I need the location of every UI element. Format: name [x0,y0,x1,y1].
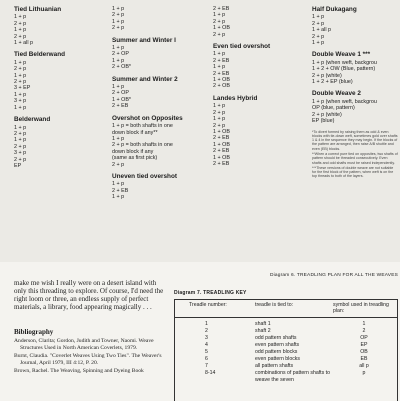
plan-line: 2 + OP [112,51,129,58]
plan-block [213,6,305,38]
cell-treadle: 5 [205,349,208,356]
plan-line: 1 + p [112,135,125,142]
plan-line: 1 + p [112,6,125,12]
bibliography-heading: Bibliography [14,328,54,336]
bibliography-entry: Anderson, Clarita; Gordon, Judith and Towner, Naomi. Weave Structures Used in North American Coverlets, 1979. [14,338,154,351]
table-row [175,356,397,362]
diagram-6-caption: Diagram 6. TREADLING PLAN FOR ALL THE WEAVES [269,273,398,278]
cell-treadle: 8-14 [205,370,216,377]
plan-line: 2 + p [312,20,325,27]
plan-line: 2 + p [14,156,27,163]
cell-symbol: OB [360,349,368,356]
cell-symbol: EB [360,356,368,363]
cell-tied-to: even pattern blocks [255,356,300,363]
plan-block [14,6,106,46]
cell-tied-to: shaft 1 [255,321,271,328]
plan-title: Landes Hybrid [213,94,258,102]
plan-title: Double Weave 1 *** [312,51,371,59]
plan-line: 2 + p (white) [312,72,342,79]
plan-line: 2 + p [112,25,125,32]
plan-line: 1 + 2 + OW (Blue, pattern) [312,66,376,73]
plan-line: 1 + p [14,137,27,144]
plan-title: Even tied overshot [213,43,271,51]
plan-line: 3 + p [14,98,27,105]
plan-line: 2 + EB [213,6,230,12]
plan-line: 1 + p [213,64,226,71]
cell-treadle: 1 [205,321,208,328]
plan-line: 1 + OB* [112,96,132,103]
plan-line: 1 + p [312,14,325,21]
footnote: ***These versions of double weave are not suitable for the first block of the pattern, when weft is on the top threads to both of the layers. [312,165,394,179]
plan-line: EP (blue) [312,118,335,125]
plan-line: 2 + EB [213,148,230,155]
plan-title: Belderwand [14,116,51,124]
plan-line: 2 + p [14,66,27,73]
footnote: *To divert formed by raising them as odd & even blocks with tie-down weft, sometimes gold over shafts 1 & 4 in the sequence they may begin. If the blocks of the pattern are arranged, then raise A/B shuttle and even (EB) blocks. [312,129,398,151]
plan-block [213,95,305,167]
plan-line: 2 + OP [112,90,129,97]
plan-block [312,6,398,46]
body-paragraph [14,279,164,311]
plan-line: 2 + p [14,33,27,40]
plan-line: OP (blue, pattern) [312,105,355,112]
cell-tied-to: odd pattern shafts [255,335,297,342]
plan-line: 2 + EB [213,135,230,142]
plan-block [14,51,106,111]
plan-block [112,76,212,110]
plan-line: 1 + p [14,91,27,98]
plan-line: 2 + OB [213,83,230,90]
table-row [175,370,397,382]
plan-line: 1 + OB [213,128,230,135]
plan-line: 1 + OB [213,25,230,32]
table-row [175,349,397,355]
plan-line: 2 + p [14,130,27,137]
plan-title: Summer and Winter 2 [112,75,178,83]
cell-symbol: p [362,370,366,377]
table-header [175,300,397,318]
plan-line: 2 + p [312,33,325,40]
plan-line: 1 + OB [213,77,230,84]
plan-line: 1 + p [312,40,325,47]
plan-line: 1 + p [14,14,27,21]
plan-block [112,115,212,168]
table-row [175,321,397,327]
plan-line: 3 + p [14,150,27,157]
table-row [175,335,397,341]
diagram-7-caption: Diagram 7. TREADLING KEY [174,290,247,296]
plan-line: 2 + EB [112,187,129,194]
plan-column-1 [14,6,106,174]
cell-tied-to: even pattern shafts [255,342,300,349]
plan-line: 1 + 2 + EP (blue) [312,79,353,86]
plan-line: 1 + p [14,27,27,34]
plan-line: 1 + p [213,103,226,110]
header-treadle: Treadle number: [189,302,227,308]
cell-tied-to: combinations of pattern shafts to weave the seven [255,370,330,383]
header-symbol: symbol used in treadling plan: [333,302,389,315]
plan-line: 1 + OB [213,154,230,161]
cell-tied-to: odd pattern blocks [255,349,298,356]
paragraph-text: make me wish I really were on a desert island with only this threading to explore. Of course, I'd need the right loom or three, an endless supply of perfect materials, a library, food appearing magically . . . [14,279,164,311]
bibliography-entry: Brown, Rachel. The Weaving, Spinning and Dyeing Book [14,368,144,375]
plan-line: 1 + p [14,104,27,111]
plan-line: 2 + p [14,79,27,86]
plan-line: 1 + all p [312,27,332,34]
plan-block [213,43,305,90]
plan-line: 1 + p [14,59,27,66]
plan-line: 2 + p [14,143,27,150]
bibliography-list [14,338,168,377]
plan-line: 1 + p [112,194,125,201]
plan-line: 2 + EB [213,160,230,167]
plan-line: 1 + all p [14,40,34,47]
plan-block [312,51,398,85]
plan-line: 1 + OB [213,141,230,148]
plan-column-2 [112,6,212,206]
plan-line: 2 + EB [213,70,230,77]
plan-title: Double Weave 2 [312,90,361,98]
plan-block [112,173,212,201]
cell-treadle: 6 [205,356,208,363]
cell-symbol: 2 [362,328,366,335]
plan-line: down block if any [112,148,154,155]
plan-line: (same as first pick) [112,155,158,162]
cell-symbol: 1 [362,321,366,328]
plan-line: 1 + p [112,18,125,25]
plan-line: 2 + p [112,12,125,19]
plan-line: 1 + p = both shafts in one [112,123,173,130]
plan-line: 1 + p [213,12,226,19]
plan-block [312,90,398,124]
plan-block [14,116,106,169]
cell-treadle: 3 [205,335,208,342]
plan-line: 2 + p [112,161,125,168]
cell-symbol: OP [360,335,368,342]
plan-line: 1 + p [14,72,27,79]
table-row [175,363,397,369]
plan-block [112,6,212,32]
plan-column-4 [312,6,398,180]
cell-symbol: all p [359,363,369,370]
plan-line: 1 + p (when weft, backgrou [312,59,377,66]
plan-line: 2 + EB [213,57,230,64]
plan-line: 1 + p [112,84,125,91]
plan-line: 1 + p [14,124,27,131]
plan-column-3 [213,6,305,172]
plan-line: 1 + p (when weft, backgrou [312,98,377,105]
plan-line: EP [14,162,22,169]
footnotes [312,130,398,179]
plan-line: 2 + p (white) [312,111,342,118]
cell-treadle: 4 [205,342,208,349]
plan-block [112,37,212,71]
plan-line: 2 + p [213,31,226,38]
cell-treadle: 7 [205,363,208,370]
plan-line: 2 + EB [112,103,129,110]
bibliography-entry: Burnt, Claudia. "Coverlet Weaves Using Two Ties". The Weaver's Journal, April 1979, III 4:12, P. 20. [14,353,162,366]
plan-line: 3 + EP [14,85,31,92]
plan-title: Tied Belderwand [14,51,66,59]
plan-title: Summer and Winter I [112,36,176,44]
plan-title: Tied Lithuanian [14,6,62,13]
plan-line: 1 + p [112,57,125,64]
treadling-key-table [174,299,398,401]
plan-line: 2 + p [213,18,226,25]
cell-symbol: EP [360,342,368,349]
cell-treadle: 2 [205,328,208,335]
plan-line: down block if any** [112,129,158,136]
table-row [175,328,397,334]
plan-line: 2 + p [213,109,226,116]
footnote: **When a correct pure tied on opposites, two shafts of pattern should be threaded consecutively. Even shafts and odd shafts must be raised independently. [312,151,398,165]
cell-tied-to: shaft 2 [255,328,271,335]
plan-line: 1 + p [213,51,226,58]
table-row [175,342,397,348]
plan-title: Overshot on Opposites [112,114,183,122]
plan-line: 1 + p [112,181,125,188]
plan-line: 2 + p = both shafts in one [112,142,173,149]
plan-title: Uneven tied overshot [112,172,177,180]
cell-tied-to: all pattern shafts [255,363,294,370]
plan-title: Half Dukagang [312,6,357,13]
plan-line: 2 + p [213,122,226,129]
plan-line: 1 + p [213,116,226,123]
plan-line: 1 + p [112,45,125,52]
plan-line: 2 + p [14,20,27,27]
plan-line: 2 + OB* [112,64,132,71]
header-tied-to: treadle is tied to: [255,302,294,308]
